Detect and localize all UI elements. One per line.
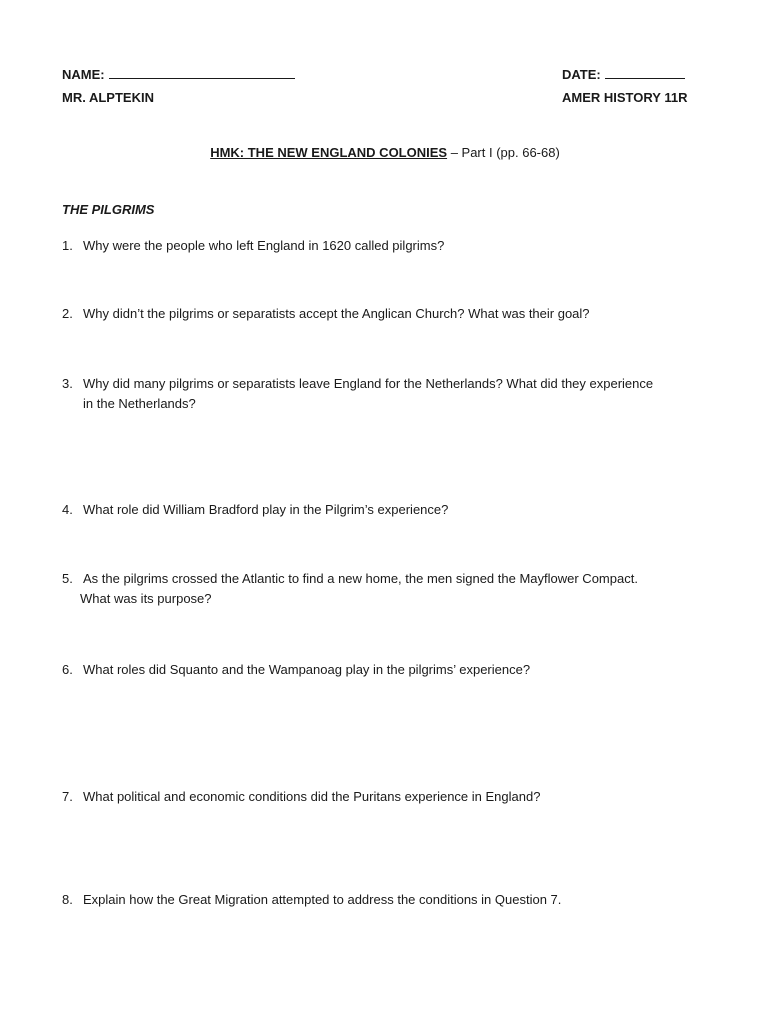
- page-title: [0, 145, 770, 160]
- question-text: Why didn’t the pilgrims or separatists accept the Anglican Church? What was their goal?: [83, 306, 590, 321]
- name-blank[interactable]: [109, 66, 295, 79]
- question-text: What roles did Squanto and the Wampanoag play in the pilgrims’ experience?: [83, 662, 531, 677]
- question-text: What role did William Bradford play in the Pilgrim’s experience?: [83, 502, 449, 517]
- question-text-continued: in the Netherlands?: [83, 396, 196, 411]
- question-number: 1.: [62, 238, 73, 253]
- date-field: [562, 66, 685, 82]
- date-label: DATE:: [562, 67, 601, 82]
- question-number: 5.: [62, 571, 73, 586]
- question-8: [62, 892, 561, 907]
- course-name: AMER HISTORY 11R: [562, 90, 688, 105]
- title-suffix: – Part I (pp. 66-68): [447, 145, 560, 160]
- section-heading: THE PILGRIMS: [62, 202, 155, 217]
- name-field: [62, 66, 295, 82]
- question-number: 3.: [62, 376, 73, 391]
- question-2: [62, 306, 590, 321]
- question-number: 6.: [62, 662, 73, 677]
- question-7: [62, 789, 540, 804]
- question-text: Why did many pilgrims or separatists leave England for the Netherlands? What did they experience: [83, 376, 654, 391]
- question-number: 4.: [62, 502, 73, 517]
- question-5: [62, 571, 638, 606]
- question-number: 8.: [62, 892, 73, 907]
- question-3: [62, 376, 653, 411]
- question-text: What political and economic conditions did the Puritans experience in England?: [83, 789, 541, 804]
- title-main: HMK: THE NEW ENGLAND COLONIES: [210, 145, 448, 160]
- question-text: As the pilgrims crossed the Atlantic to find a new home, the men signed the Mayflower Compact.: [83, 571, 638, 586]
- question-text: Why were the people who left England in 1620 called pilgrims?: [83, 238, 445, 253]
- question-text: Explain how the Great Migration attempted to address the conditions in Question 7.: [83, 892, 562, 907]
- date-blank[interactable]: [605, 66, 685, 79]
- teacher-name: MR. ALPTEKIN: [62, 90, 154, 105]
- name-label: NAME:: [62, 67, 105, 82]
- question-text-continued: What was its purpose?: [80, 591, 212, 606]
- question-number: 2.: [62, 306, 73, 321]
- question-4: [62, 502, 448, 517]
- question-6: [62, 662, 530, 677]
- question-1: [62, 238, 444, 253]
- question-number: 7.: [62, 789, 73, 804]
